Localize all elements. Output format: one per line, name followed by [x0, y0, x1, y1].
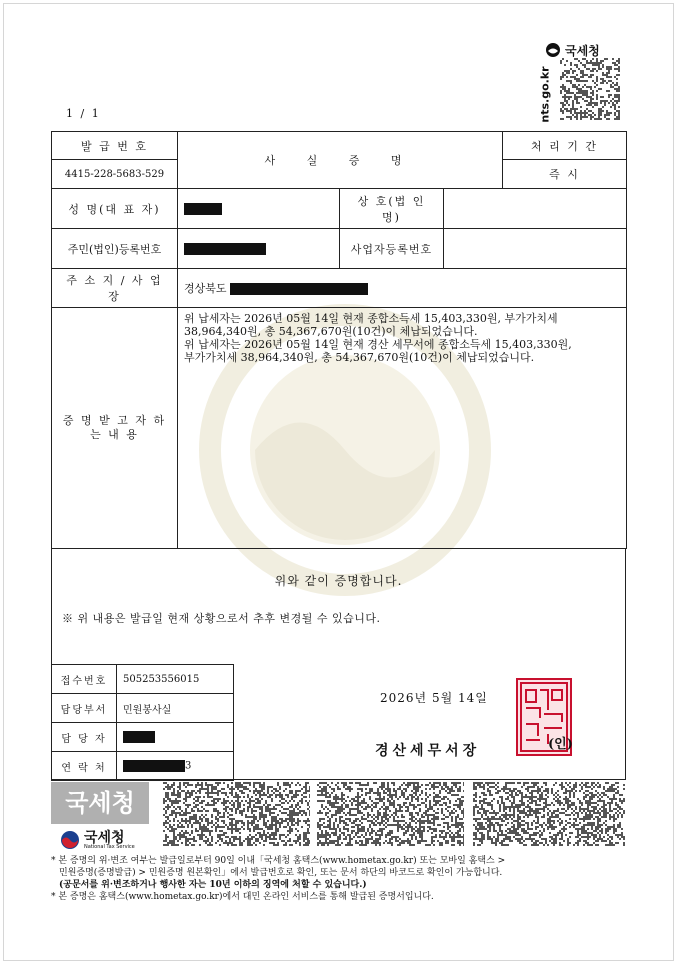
- footer-line: 민원증명(증명발급) > 민원증명 원본확인」에서 발급번호로 확인, 또는 문서 하단의 바코드로 확인이 가능합니다.: [59, 868, 503, 878]
- redacted-resident-no: [184, 243, 266, 255]
- name-label: 성 명(대 표 자): [52, 189, 178, 229]
- footer-notice: [51, 855, 631, 903]
- footer-line: * 본 증명은 홈택스(www.hometax.go.kr)에서 대민 온라인 서비스를 통해 발급된 증명서입니다.: [51, 892, 434, 902]
- confirmation-text: 위와 같이 증명합니다.: [274, 574, 403, 588]
- content-line: 부가가치세 38,964,340원, 총 54,367,670원(10건)이 체납되었습니다.: [184, 351, 535, 364]
- page-number: 1 / 1: [66, 107, 101, 120]
- resident-no-label: 주민(법인)등록번호: [52, 229, 178, 269]
- redacted-person: [123, 731, 155, 743]
- content-line: 38,964,340원, 총 54,367,670원(10건)이 체납되었습니다.: [184, 325, 478, 338]
- agency-gray-mark: 국세청: [51, 782, 149, 824]
- person-label: 담 당 자: [52, 723, 117, 752]
- resident-no-value: [178, 229, 340, 269]
- agency-logo: [60, 827, 150, 853]
- receipt-table: [51, 664, 234, 781]
- contact-value: [117, 752, 234, 781]
- contact-tail: 3: [185, 760, 192, 772]
- certificate-table: [51, 131, 627, 549]
- redacted-name: [184, 203, 222, 215]
- company-label: 상 호(법 인 명): [340, 189, 444, 229]
- footer-warning: (공문서를 위·변조하거나 행사한 자는 10년 이하의 징역에 처할 수 있습니다.): [59, 880, 367, 890]
- processing-label: 처 리 기 간: [503, 132, 627, 160]
- person-value: [117, 723, 234, 752]
- qr-code-icon: [560, 58, 620, 120]
- nts-name: 국세청: [565, 44, 600, 58]
- nts-url: nts.go.kr: [538, 66, 552, 123]
- address-value: [178, 269, 627, 308]
- redacted-contact: [123, 760, 185, 772]
- nts-emblem-icon: [60, 830, 80, 850]
- agency-logo-english: National Tax Service: [84, 844, 135, 850]
- issuing-office: 경산세무서장: [375, 743, 481, 759]
- issue-no-label: 발 급 번 호: [52, 132, 178, 160]
- content-label: 증 명 받 고 자 하 는 내 용: [52, 308, 178, 549]
- issue-no-value: 4415-228-5683-529: [52, 160, 178, 189]
- barcode-3: [473, 782, 625, 846]
- barcode-1: [163, 782, 310, 846]
- issue-date: 2026년 5월 14일: [380, 691, 488, 705]
- processing-value: 즉 시: [503, 160, 627, 189]
- footer-line: * 본 증명의 위·변조 여부는 발급일로부터 90일 이내「국세청 홈택스(www.hometax.go.kr) 또는 모바일 홈택스 >: [51, 856, 506, 866]
- dept-label: 담당부서: [52, 694, 117, 723]
- receipt-no-label: 접수번호: [52, 665, 117, 694]
- address-label: 주 소 지 / 사 업 장: [52, 269, 178, 308]
- content-line: 위 납세자는 2026년 05월 14일 현재 경산 세무서에 종합소득세 15,403,330원,: [184, 338, 572, 351]
- nts-header-logo: [538, 42, 620, 123]
- agency-logo-name: 국세청: [84, 830, 125, 846]
- company-value: [444, 189, 627, 229]
- address-prefix: 경상북도: [184, 282, 227, 295]
- seal-mark: (인): [548, 737, 573, 752]
- biz-no-label: 사업자등록번호: [340, 229, 444, 269]
- certified-content: [178, 308, 627, 549]
- contact-label: 연 락 처: [52, 752, 117, 781]
- redacted-address: [230, 283, 368, 295]
- barcode-2: [317, 782, 464, 846]
- name-value: [178, 189, 340, 229]
- document-title: 사 실 증 명: [178, 132, 503, 189]
- nts-emblem-icon: [545, 42, 561, 58]
- receipt-no-value: 505253556015: [117, 665, 234, 694]
- notice-text: ※ 위 내용은 발급일 현재 상황으로서 추후 변경될 수 있습니다.: [62, 612, 381, 625]
- content-line: 위 납세자는 2026년 05월 14일 현재 종합소득세 15,403,330원, 부가가치세: [184, 312, 558, 325]
- dept-value: 민원봉사실: [117, 694, 234, 723]
- biz-no-value: [444, 229, 627, 269]
